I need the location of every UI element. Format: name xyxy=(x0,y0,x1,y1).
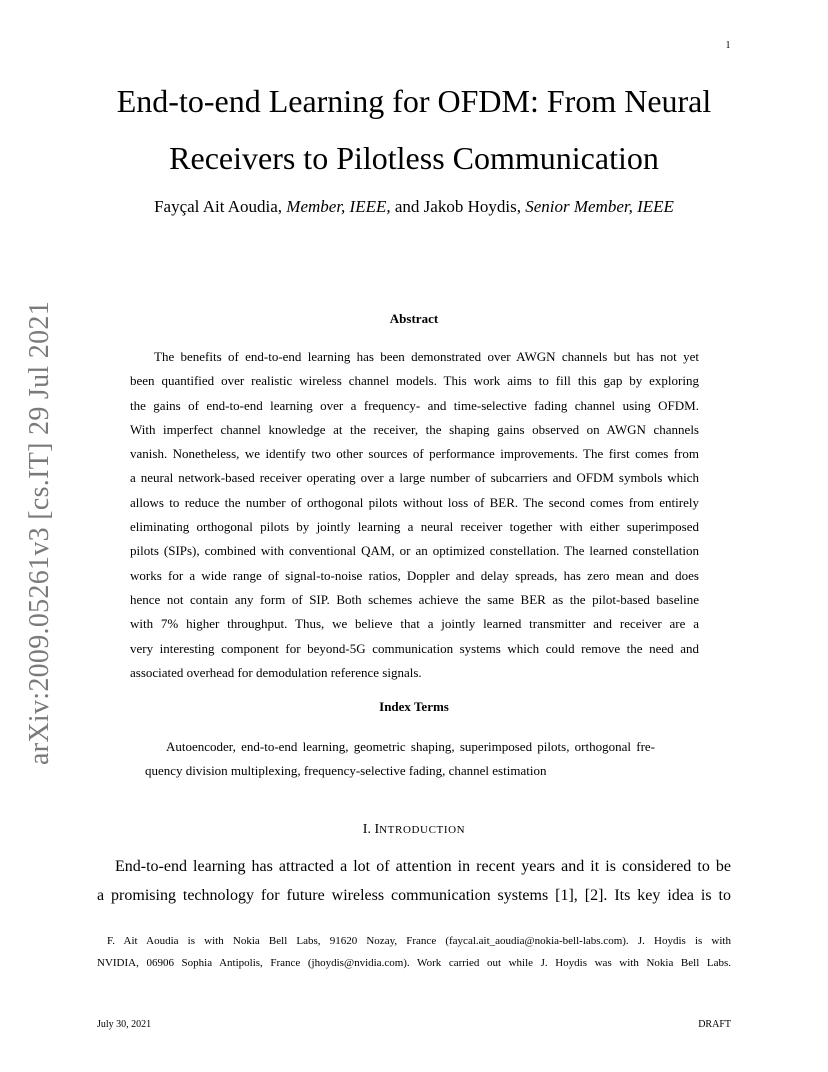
abstract-line: eliminating orthogonal pilots by jointly learning a neural receiver together with either superimposed xyxy=(130,519,699,535)
abstract-line: pilots (SIPs), combined with conventional QAM, or an optimized constellation. The learned constellation xyxy=(130,543,699,559)
abstract-heading: Abstract xyxy=(389,311,439,326)
author-role: Senior Member, IEEE xyxy=(525,197,674,216)
abstract-line: been quantified over realistic wireless channel models. This work aims to fill this gap by exploring xyxy=(130,373,699,389)
author-name: Jakob Hoydis, xyxy=(423,197,521,216)
abstract-line: With imperfect channel knowledge at the receiver, the shaping gains observed on AWGN channels xyxy=(130,421,699,437)
index-terms-body xyxy=(145,735,685,783)
section-title-rest: NTRODUCTION xyxy=(379,824,466,836)
author-conjunction: and xyxy=(394,197,420,216)
title-line-1: End-to-end Learning for OFDM: From Neural xyxy=(116,83,712,119)
footnote-line: F. Ait Aoudia is with Nokia Bell Labs, 91620 Nozay, France (faycal.ait_aoudia@nokia-bell-labs.com). J. Hoydis is with xyxy=(107,935,731,947)
paper-title xyxy=(60,73,768,187)
index-terms-line: Autoencoder, end-to-end learning, geometric shaping, superimposed pilots, orthogonal fre- xyxy=(166,739,655,754)
abstract-body xyxy=(130,345,699,685)
abstract-line: with 7% higher throughput. Thus, we believe that a jointly learned transmitter and receiver are a xyxy=(130,616,699,632)
abstract-line: allows to reduce the number of orthogonal pilots without loss of BER. The second comes from entirely xyxy=(130,494,699,510)
abstract-line: associated overhead for demodulation reference signals. xyxy=(130,664,422,680)
introduction-body xyxy=(97,852,731,910)
index-terms-heading: Index Terms xyxy=(379,699,449,714)
abstract-line: vanish. Nonetheless, we identify two other sources of performance improvements. The first comes from xyxy=(130,446,699,462)
page-number: 1 xyxy=(725,40,731,51)
title-line-2: Receivers to Pilotless Communication xyxy=(169,140,659,176)
abstract-line: hence not contain any form of SIP. Both schemes achieve the same BER as the pilot-based baseline xyxy=(130,591,699,607)
author-affiliation-footnote xyxy=(97,930,731,974)
section-title-initial: I xyxy=(374,822,380,837)
footer-date: July 30, 2021 xyxy=(97,1019,152,1030)
abstract-line: very interesting component for beyond-5G communication systems which could remove the need and xyxy=(130,640,699,656)
author-role: Member, IEEE, xyxy=(286,197,391,216)
abstract-line: a neural network-based receiver operating over a large number of subcarriers and OFDM symbols which xyxy=(130,470,699,486)
abstract-line: the gains of end-to-end learning over a frequency- and time-selective fading channel using OFDM. xyxy=(130,397,699,413)
author-list xyxy=(60,197,768,217)
arxiv-identifier-stamp: arXiv:2009.05261v3 [cs.IT] 29 Jul 2021 xyxy=(24,300,55,766)
introduction-line: a promising technology for future wireless communication systems [1], [2]. Its key idea is to xyxy=(97,887,731,904)
introduction-line: End-to-end learning has attracted a lot of attention in recent years and it is considered to be xyxy=(115,858,731,875)
section-numeral: I. xyxy=(362,822,371,837)
footnote-line: NVIDIA, 06906 Sophia Antipolis, France (jhoydis@nvidia.com). Work carried out while J. Hoydis was with Nokia Bell Labs. xyxy=(97,957,731,969)
abstract-line: works for a wide range of signal-to-noise ratios, Doppler and delay spreads, has zero mean and does xyxy=(130,567,699,583)
section-heading xyxy=(100,822,728,838)
abstract-line: The benefits of end-to-end learning has been demonstrated over AWGN channels but has not yet xyxy=(154,349,699,364)
index-terms-line: quency division multiplexing, frequency-selective fading, channel estimation xyxy=(145,763,547,778)
footer-draft-label: DRAFT xyxy=(698,1019,731,1030)
author-name: Fayçal Ait Aoudia, xyxy=(154,197,283,216)
